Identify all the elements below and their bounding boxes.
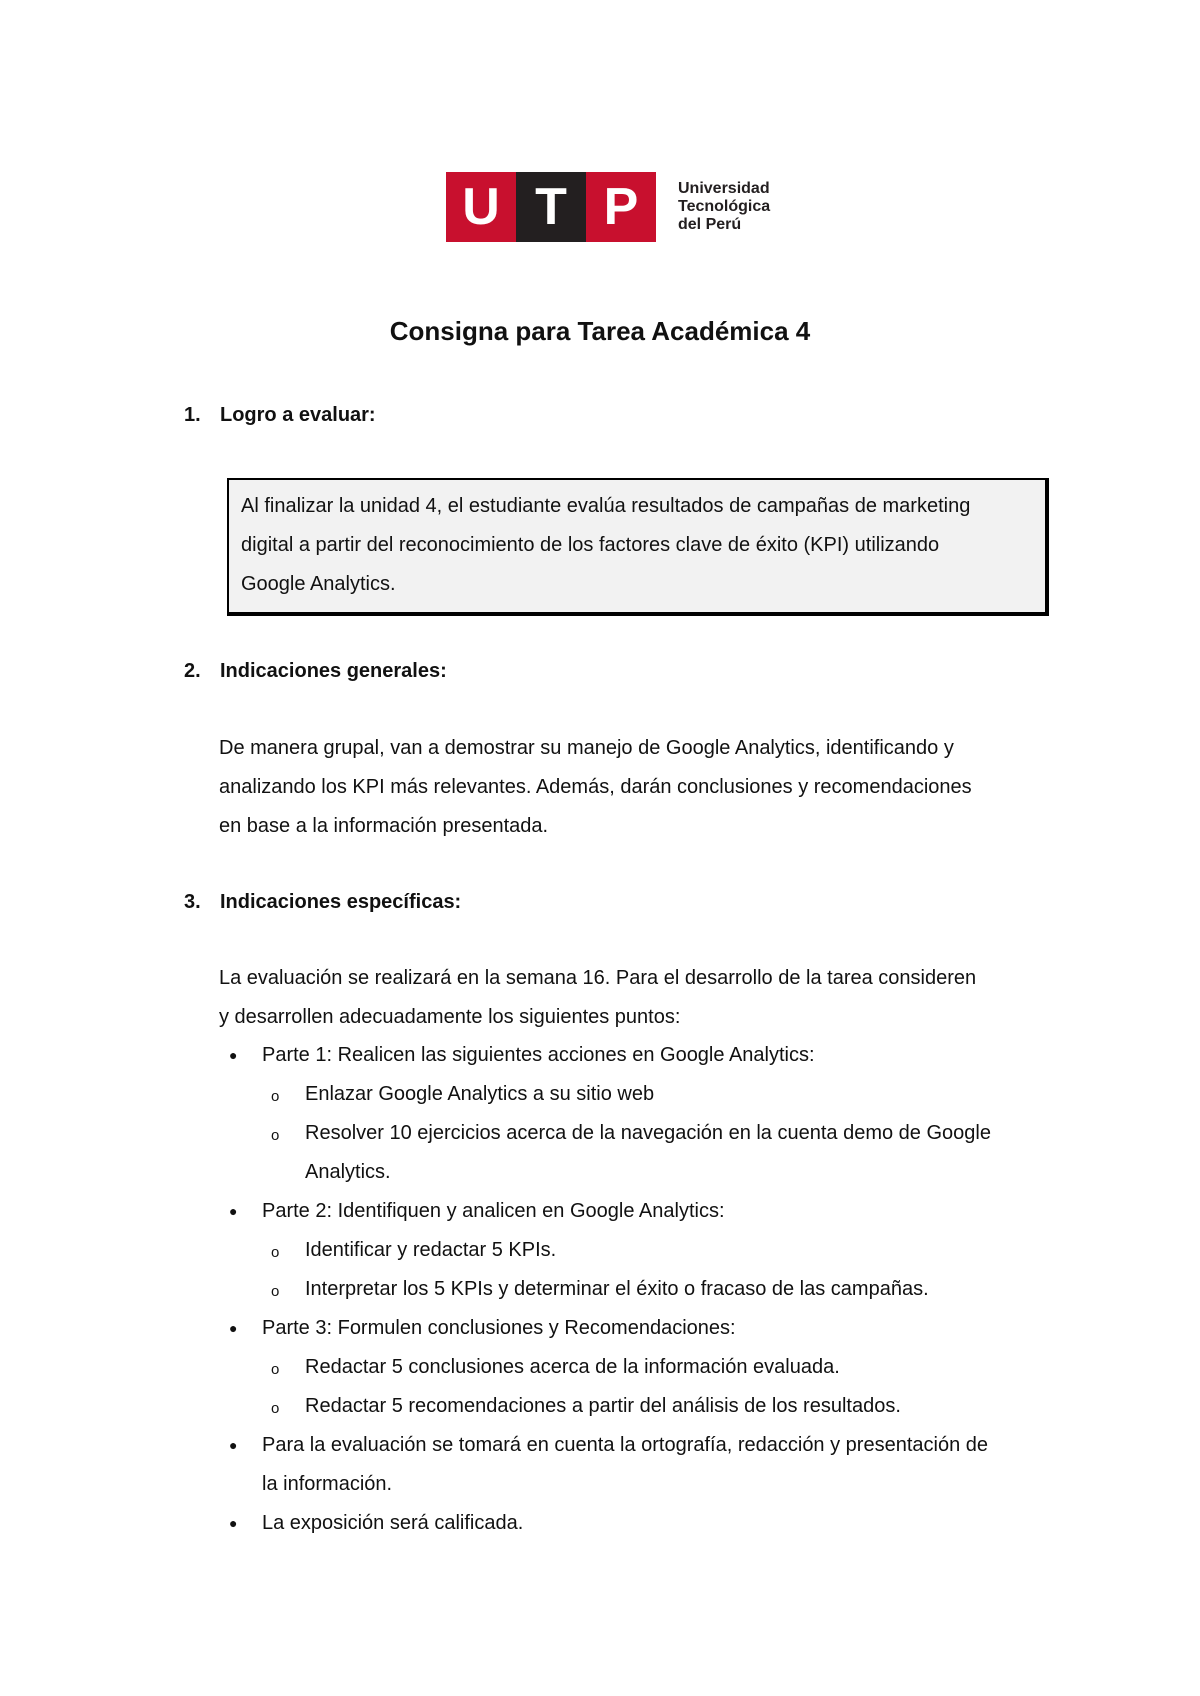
sub-bullet-marker: o	[271, 1400, 280, 1417]
logro-line: digital a partir del reconocimiento de los factores clave de éxito (KPI) utilizando	[241, 534, 940, 556]
list-item-text: la información.	[262, 1473, 393, 1495]
list-item-text: Analytics.	[305, 1161, 391, 1183]
logro-line: Al finalizar la unidad 4, el estudiante evalúa resultados de campañas de marketing	[241, 495, 971, 517]
logro-box	[227, 478, 1049, 616]
list-item-text: Enlazar Google Analytics a su sitio web	[305, 1083, 655, 1105]
section-heading-especificas: 3. Indicaciones específicas:	[184, 891, 462, 913]
especificas-list	[219, 1036, 1069, 1543]
bullet-marker: ●	[229, 1203, 238, 1219]
bullet-item	[219, 1504, 1069, 1543]
logo-university-name: Universidad Tecnológica del Perú	[678, 180, 771, 233]
list-item-text: Interpretar los 5 KPIs y determinar el éxito o fracaso de las campañas.	[305, 1278, 929, 1300]
bullet-item	[219, 1426, 1069, 1504]
sub-bullet-item	[219, 1075, 1069, 1114]
sub-bullet-item	[219, 1387, 1069, 1426]
bullet-item	[219, 1192, 1069, 1231]
sub-bullet-item	[219, 1348, 1069, 1387]
list-item-text: Identificar y redactar 5 KPIs.	[305, 1239, 557, 1261]
sub-bullet-item	[219, 1114, 1069, 1192]
list-item-text: La exposición será calificada.	[262, 1512, 524, 1534]
generales-paragraph: De manera grupal, van a demostrar su manejo de Google Analytics, identificando y analizando los KPI más relevantes. Además, darán conclusiones y recomendaciones en base a la información presentada.	[219, 737, 972, 837]
list-item-text: Redactar 5 recomendaciones a partir del análisis de los resultados.	[305, 1395, 901, 1417]
bullet-marker: ●	[229, 1437, 238, 1453]
sub-bullet-item	[219, 1270, 1069, 1309]
logo-letter-u: U	[446, 172, 516, 242]
utp-logo	[446, 172, 770, 242]
bullet-item	[219, 1036, 1069, 1075]
bullet-marker: ●	[229, 1515, 238, 1531]
logo-letter-t: T	[516, 172, 586, 242]
list-item-text: Resolver 10 ejercicios acerca de la navegación en la cuenta demo de Google	[305, 1122, 991, 1144]
section-heading-generales: 2. Indicaciones generales:	[184, 660, 447, 682]
sub-bullet-marker: o	[271, 1361, 280, 1378]
sub-bullet-marker: o	[271, 1127, 280, 1144]
sub-bullet-item	[219, 1231, 1069, 1270]
sub-bullet-marker: o	[271, 1244, 280, 1261]
list-item-text: Parte 1: Realicen las siguientes acciones en Google Analytics:	[262, 1044, 815, 1066]
bullet-marker: ●	[229, 1320, 238, 1336]
logo-letter-p: P	[586, 172, 656, 242]
bullet-marker: ●	[229, 1047, 238, 1063]
sub-bullet-marker: o	[271, 1283, 280, 1300]
sub-bullet-marker: o	[271, 1088, 280, 1105]
list-item-text: Parte 3: Formulen conclusiones y Recomendaciones:	[262, 1317, 736, 1339]
section-heading-logro: 1. Logro a evaluar:	[184, 404, 376, 426]
logro-line: Google Analytics.	[241, 573, 396, 595]
list-item-text: Parte 2: Identifiquen y analicen en Google Analytics:	[262, 1200, 725, 1222]
list-item-text: Para la evaluación se tomará en cuenta la ortografía, redacción y presentación de	[262, 1434, 988, 1456]
especificas-intro: La evaluación se realizará en la semana 16. Para el desarrollo de la tarea consideren y desarrollen adecuadamente los siguientes puntos:	[219, 967, 977, 1028]
bullet-item	[219, 1309, 1069, 1348]
list-item-text: Redactar 5 conclusiones acerca de la información evaluada.	[305, 1356, 840, 1378]
document-title: Consigna para Tarea Académica 4	[389, 316, 811, 346]
